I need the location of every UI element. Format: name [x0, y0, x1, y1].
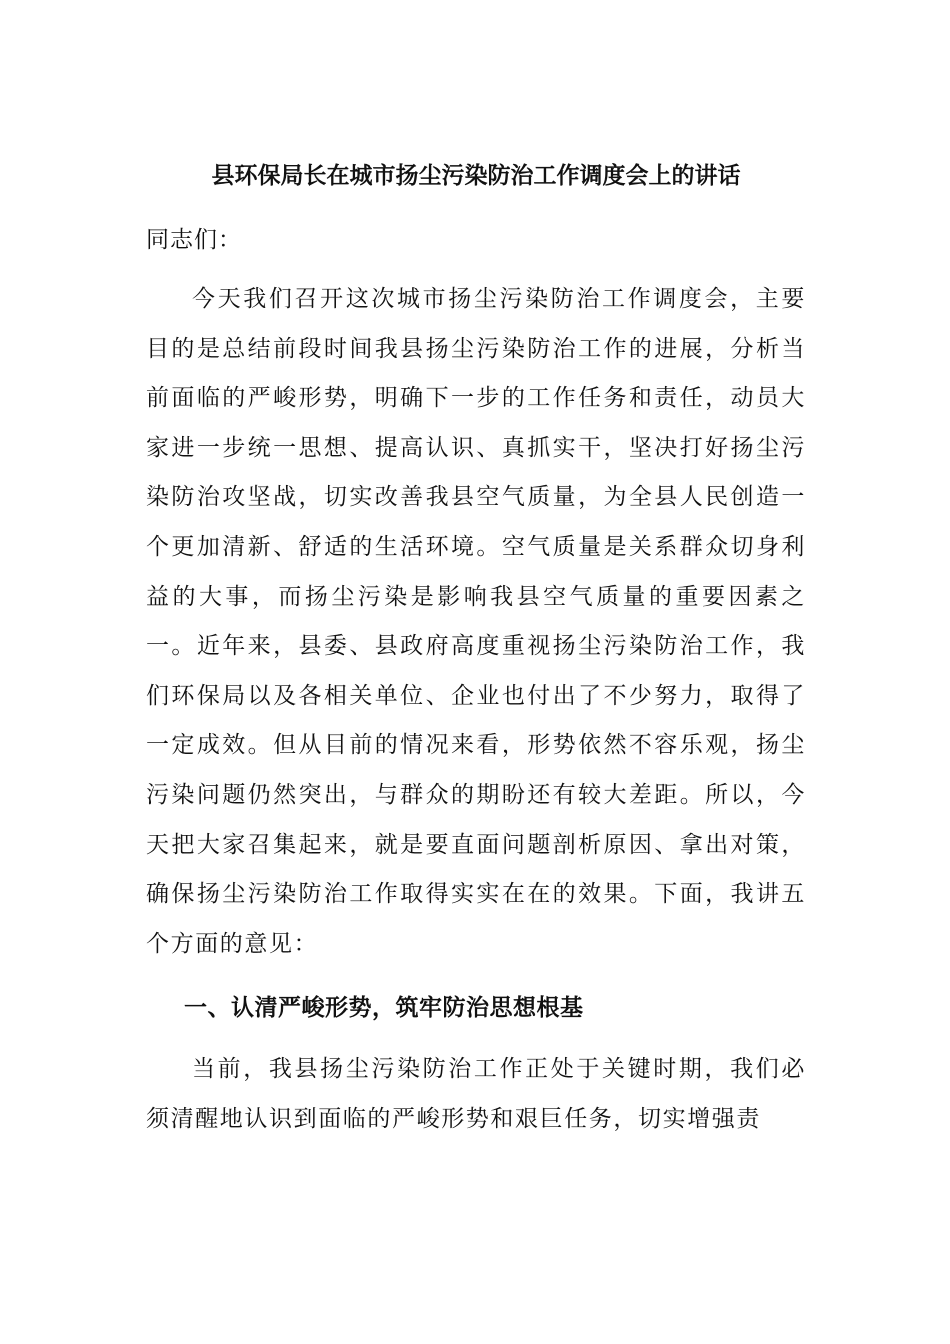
paragraph-intro: 今天我们召开这次城市扬尘污染防治工作调度会，主要目的是总结前段时间我县扬尘污染防治工作的进展，分析当前面临的严峻形势，明确下一步的工作任务和责任，动员大家进一步统一思想、提高认识、真抓实干，坚决打好扬尘污染防治攻坚战，切实改善我县空气质量，为全县人民创造一个更加清新、舒适的生活环境。空气质量是关系群众切身利益的大事，而扬尘污染是影响我县空气质量的重要因素之一。近年来，县委、县政府高度重视扬尘污染防治工作，我们环保局以及各相关单位、企业也付出了不少努力，取得了一定成效。但从目前的情况来看，形势依然不容乐观，扬尘污染问题仍然突出，与群众的期盼还有较大差距。所以，今天把大家召集起来，就是要直面问题剖析原因、拿出对策，确保扬尘污染防治工作取得实实在在的效果。下面，我讲五个方面的意见：: [146, 286, 806, 957]
paragraph-section-1: 当前，我县扬尘污染防治工作正处于关键时期，我们必须清醒地认识到面临的严峻形势和艰巨任务，切实增强责: [146, 1056, 806, 1132]
document-title: 县环保局长在城市扬尘污染防治工作调度会上的讲话: [211, 162, 741, 189]
salutation: 同志们：: [146, 227, 242, 253]
section-heading-1: 一、认清严峻形势，筑牢防治思想根基: [184, 994, 584, 1021]
